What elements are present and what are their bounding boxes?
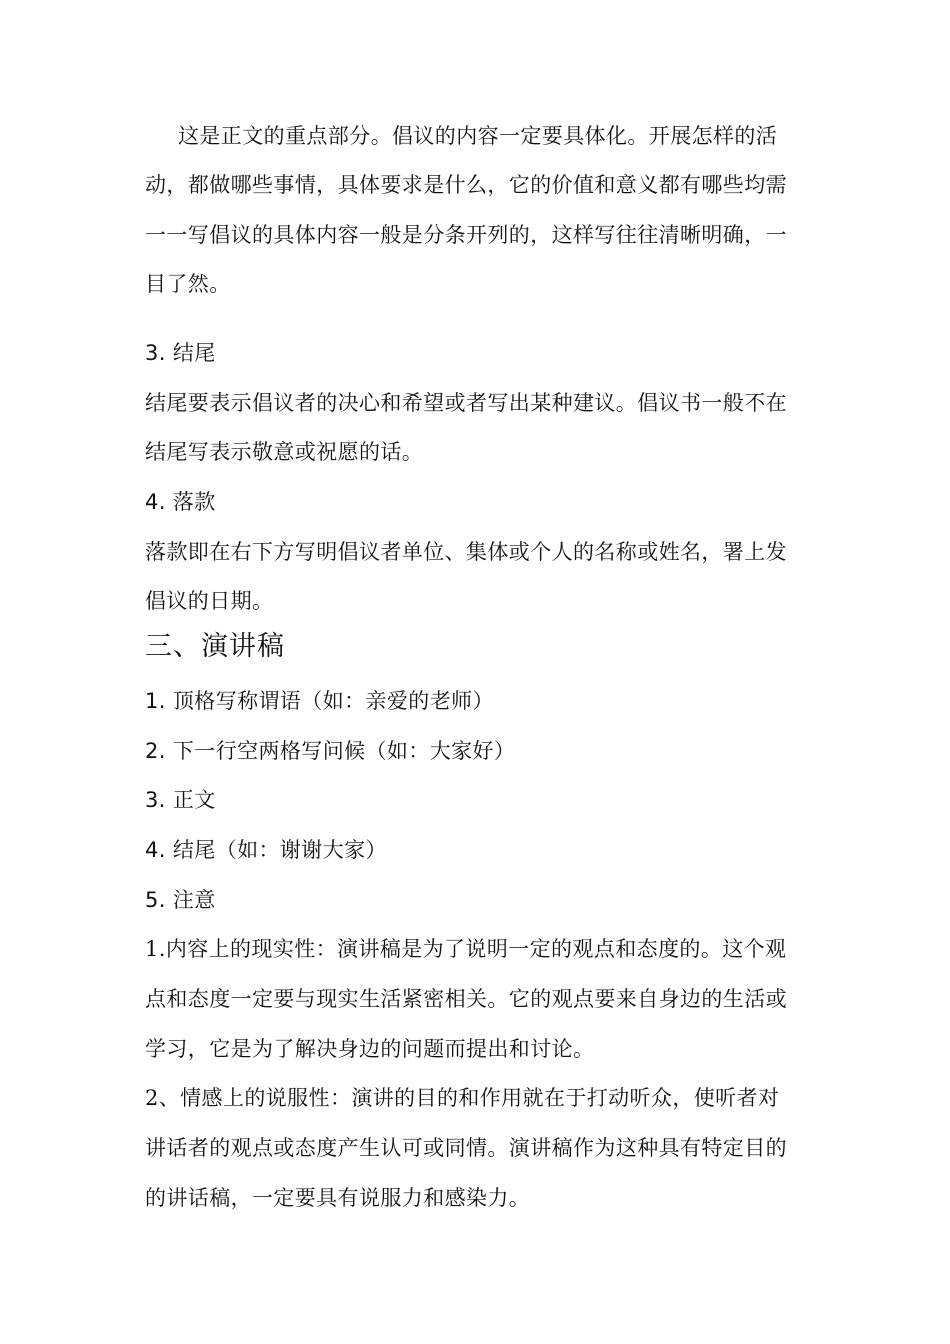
note2-line-2: 讲话者的观点或态度产生认可或同情。演讲稿作为这种具有特定目的 (145, 1136, 787, 1160)
note2-line-1: 2、情感上的说服性：演讲的目的和作用就在于打动听众，使听者对 (145, 1086, 780, 1110)
intro-line-2: 动，都做哪些事情，具体要求是什么，它的价值和意义都有哪些均需 (145, 173, 787, 197)
ending-heading: 3. 结尾 (145, 341, 216, 365)
note1-line-1: 1.内容上的现实性：演讲稿是为了说明一定的观点和态度的。这个观 (145, 937, 787, 961)
signature-line-2: 倡议的日期。 (145, 589, 274, 613)
speech-item-2: 2. 下一行空两格写问候（如：大家好） (145, 739, 516, 763)
signature-line-1: 落款即在右下方写明倡议者单位、集体或个人的名称或姓名，署上发 (145, 540, 787, 564)
intro-line-1: 这是正文的重点部分。倡议的内容一定要具体化。开展怎样的活 (178, 124, 778, 148)
speech-item-3: 3. 正文 (145, 788, 216, 812)
intro-line-4: 目了然。 (145, 272, 231, 296)
note1-line-2: 点和态度一定要与现实生活紧密相关。它的观点要来自身边的生活或 (145, 987, 787, 1011)
note1-line-3: 学习，它是为了解决身边的问题而提出和讨论。 (145, 1037, 595, 1061)
ending-line-2: 结尾写表示敬意或祝愿的话。 (145, 440, 424, 464)
signature-heading: 4. 落款 (145, 490, 216, 514)
note2-line-3: 的讲话稿，一定要具有说服力和感染力。 (145, 1186, 531, 1210)
speech-item-1: 1. 顶格写称谓语（如：亲爱的老师） (145, 689, 494, 713)
intro-line-3: 一一写倡议的具体内容一般是分条开列的，这样写往往清晰明确，一 (145, 223, 787, 247)
section-title-speech: 三、演讲稿 (145, 631, 285, 662)
ending-line-1: 结尾要表示倡议者的决心和希望或者写出某种建议。倡议书一般不在 (145, 391, 787, 415)
speech-item-4: 4. 结尾（如：谢谢大家） (145, 838, 387, 862)
speech-item-5: 5. 注意 (145, 888, 216, 912)
